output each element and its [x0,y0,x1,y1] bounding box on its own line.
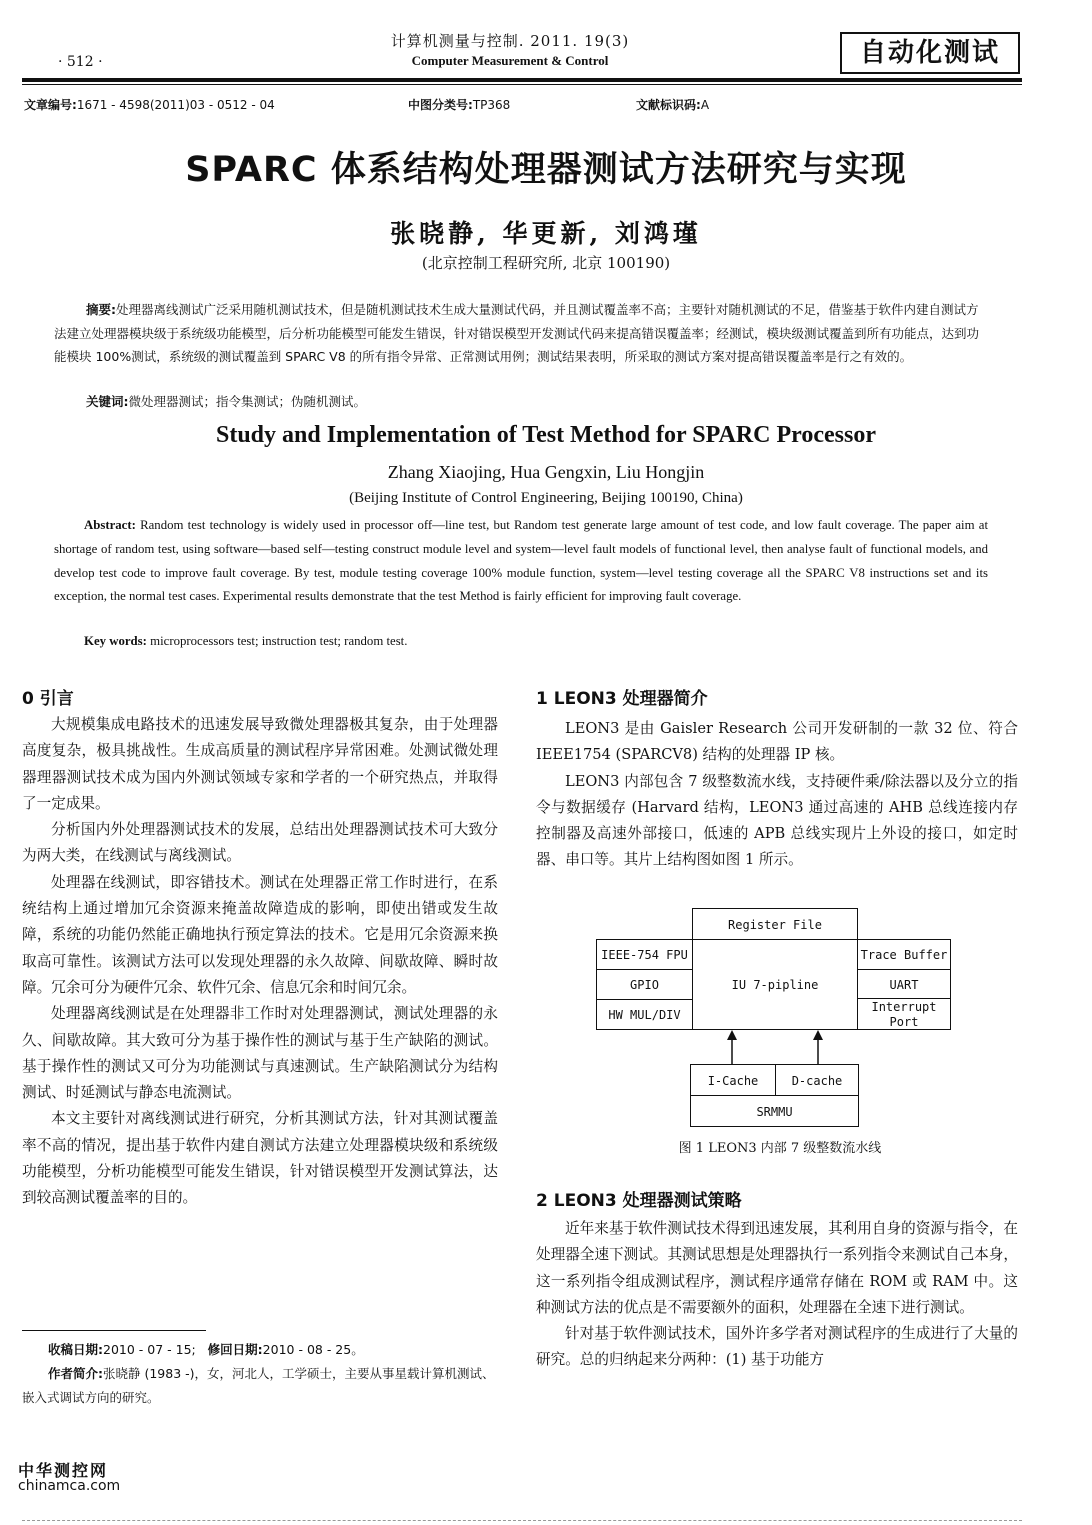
abstract-cn-text: 处理器离线测试广泛采用随机测试技术，但是随机测试技术生成大量测试代码，并且测试覆盖率不高；主要针对随机测试的不足，借鉴基于软件内建自测试方法建立处理器模块级于系统级功能模型，后分析功能模型可能发生错误，针对错误模型开发测试代码来提高错误覆盖率；经测试，模块级测试覆盖到所有功能点，达到功能模块 100%测试，系统级的测试覆盖到 SPARC V8 的所有指令异常、正常测试用例；测试结果表明，所采取的测试方案对提高错误覆盖率是行之有效的。 [54,302,980,364]
keywords-en: Key words: microprocessors test; instruction test; random test. [84,634,408,648]
uart-block: UART [857,969,951,999]
figure-1 [596,906,956,1131]
mul-div-block: HW MUL/DIV [596,999,693,1030]
section-1-heading: 1 LEON3 处理器简介 [536,689,708,709]
arrowhead-icache [727,1030,737,1040]
srmmu-block: SRMMU [690,1095,859,1127]
trace-buffer-block: Trace Buffer [857,939,951,970]
affiliation-cn: (北京控制工程研究所, 北京 100190) [421,254,671,272]
abstract-en-text: Random test technology is widely used in processor off—line test, but Random test generate large amount of test code, and low fault coverage. The paper aim at shortage of random test, using software—based self—testing construct module level and system—level fault models of functional level, then analyse fault of functional models, and develop test code to improve fault coverage. By test, module testing coverage 100% module function, system—level testing coverage all the SPARC V8 instructions set and its exception, the normal test cases. Experimental results demonstrate that the test Method is fairly efficient for improving fault coverage. [54,518,988,604]
paragraph: 分析国内外处理器测试技术的发展，总结出处理器测试技术可大致分为两大类，在线测试与离线测试。 [22,821,498,865]
header-rule-thin [22,84,1022,85]
figure-arrows [596,1030,956,1066]
paragraph: 针对基于软件测试技术，国外许多学者对测试程序的生成进行了大量的研究。总的归纳起来分两种：(1) 基于功能方 [536,1325,1018,1369]
journal-title-en: Computer Measurement & Control [411,53,609,68]
section-tag: 自动化测试 [840,32,1020,74]
paper-title-en: Study and Implementation of Test Method for SPARC Processor [215,422,876,448]
paragraph: LEON3 是由 Gaisler Research 公司开发研制的一款 32 位、符合 IEEE1754 (SPARCV8) 结构的处理器 IP 核。 [536,720,1018,764]
document-code: 文献标识码:A [636,98,710,112]
page-number: · 512 · [58,54,103,70]
abstract-en-label: Abstract: [84,518,136,532]
paragraph: 本文主要针对离线测试进行研究，分析其测试方法，针对其测试覆盖率不高的情况，提出基于软件内建自测试方法建立处理器模块级和系统级功能模型，分析功能模型可能发生错误，针对错误模型开发测试算法，达到较高测试覆盖率的目的。 [22,1110,498,1207]
paragraph: 近年来基于软件测试技术得到迅速发展，其利用自身的资源与指令，在处理器全速下测试。其测试思想是处理器执行一系列指令来测试自己本身，这一系列指令组成测试程序，测试程序通常存储在 ROM 或 RAM 中。这种测试方法的优点是不需要额外的面积，处理器在全速下进行测试。 [536,1220,1018,1316]
interrupt-port-block: Interrupt Port [857,998,951,1030]
header-rule [22,78,1022,82]
section-0-heading: 0 引言 [22,689,74,709]
abstract-en [54,514,988,609]
iu-pipeline-block: IU 7-pipline [692,939,858,1030]
abstract-cn-label: 摘要: [86,302,116,317]
fpu-block: IEEE-754 FPU [596,939,693,970]
footnote-dates: 收稿日期:2010 - 07 - 15; 修回日期:2010 - 08 - 25。 [48,1342,364,1357]
paragraph: 处理器在线测试，即容错技术。测试在处理器正常工作时进行，在系统结构上通过增加冗余资源来掩盖故障造成的影响，即使出错或发生故障，系统的功能仍然能正确地执行预定算法的技术。它是用冗余资源来换取高可靠性。该测试方法可以发现处理器的永久故障、间歇故障、瞬时故障。冗余可分为硬件冗余、软件冗余、信息冗余和时间冗余。 [22,873,498,996]
paragraph: 大规模集成电路技术的迅速发展导致微处理器极其复杂，由于处理器高度复杂，极具挑战性。生成高质量的测试程序异常困难。处测试微处理器理器测试技术成为国内外测试领域专家和学者的一个研究热点，并取得了一定成果。 [22,716,498,812]
paper-title-cn: SPARC 体系结构处理器测试方法研究与实现 [185,150,907,190]
section-0-body [22,712,498,1212]
site-url: chinamca.com [18,1478,121,1494]
paragraph: 处理器离线测试是在处理器非工作时对处理器测试，测试处理器的永久、间歇故障。其大致可分为基于操作性的测试与基于生产缺陷的测试。基于操作性的测试又可分为功能测试与真速测试。生产缺陷测试分为结构测试、时延测试与静态电流测试。 [22,1005,498,1102]
authors-en: Zhang Xiaojing, Hua Gengxin, Liu Hongjin [387,462,705,482]
clc-number: 中图分类号:TP368 [408,98,511,112]
section-2-body [536,1216,1018,1374]
article-number: 文章编号:1671 - 4598(2011)03 - 0512 - 04 [24,98,275,112]
footnote [22,1338,502,1410]
affiliation-en: (Beijing Institute of Control Engineering, Beijing 100190, China) [349,490,743,506]
abstract-cn [54,298,988,369]
register-file-block: Register File [692,908,858,940]
site-name: 中华测控网 [18,1461,109,1480]
journal-title-cn: 计算机测量与控制. 2011. 19(3) [390,32,630,50]
footnote-author: 作者简介:张晓静 (1983 -)，女，河北人，工学硕士，主要从事星载计算机测试、嵌入式调试方向的研究。 [22,1366,495,1405]
dcache-block: D-cache [775,1064,859,1096]
icache-block: I-Cache [690,1064,776,1096]
bottom-rule [22,1520,1022,1521]
paragraph: LEON3 内部包含 7 级整数流水线，支持硬件乘/除法器以及分立的指令与数据缓存 (Harvard 结构，LEON3 通过高速的 AHB 总线连接内存控制器及高速外部接口，低速的 APB 总线实现片上外设的接口，如定时器、串口等。其片上结构图如图 1 所示。 [536,772,1018,869]
footnote-rule [22,1330,206,1331]
authors-cn: 张晓静, 华更新, 刘鸿瑾 [390,219,702,248]
arrowhead-dcache [813,1030,823,1040]
section-2-heading: 2 LEON3 处理器测试策略 [536,1191,742,1211]
section-1-body [536,716,1018,874]
gpio-block: GPIO [596,969,693,1000]
figure-1-caption: 图 1 LEON3 内部 7 级整数流水线 [678,1141,882,1156]
keywords-cn: 关键词:微处理器测试；指令集测试；伪随机测试。 [86,394,367,409]
